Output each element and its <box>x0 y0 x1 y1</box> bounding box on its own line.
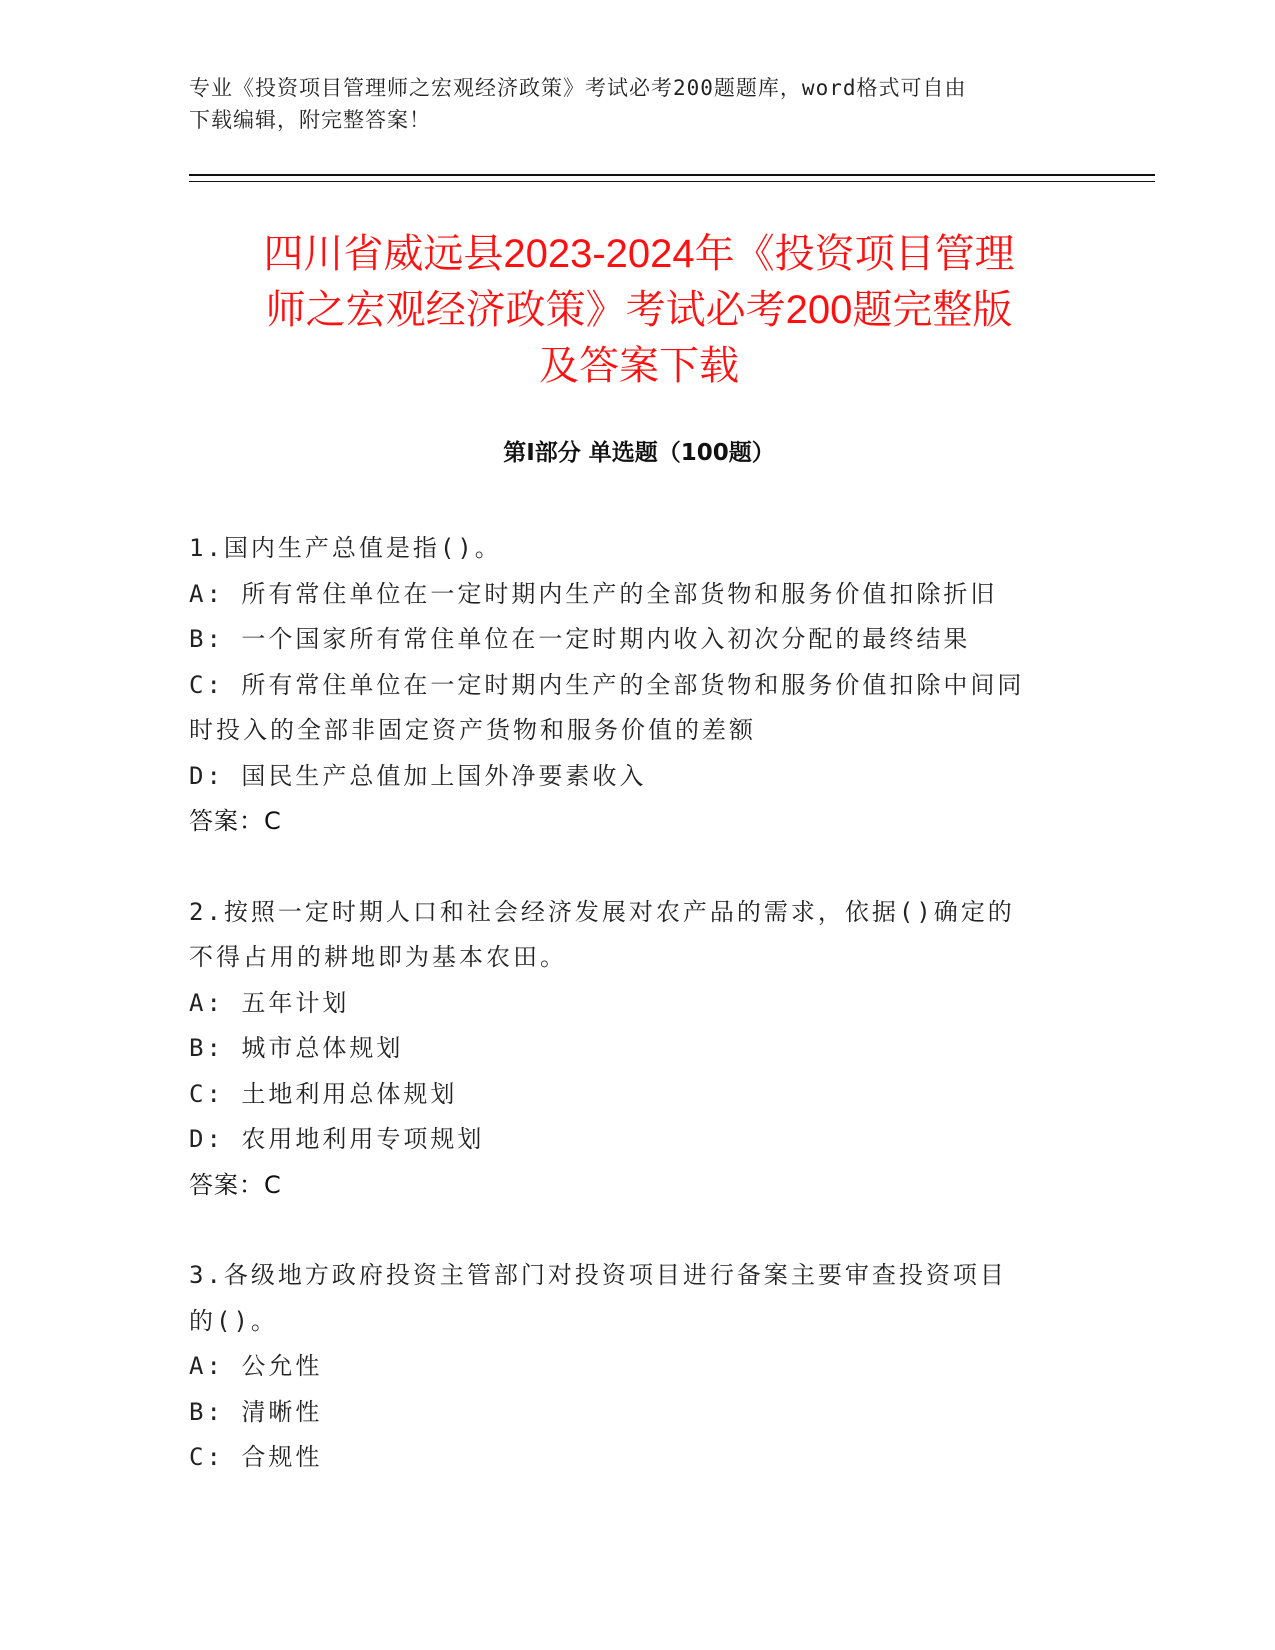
option-b <box>189 617 1089 663</box>
question-list <box>189 526 1089 1526</box>
header-divider-thin <box>189 181 1155 182</box>
option-a <box>189 981 1089 1027</box>
option-text: A: 公允性 <box>189 1352 323 1380</box>
option-text: B: 清晰性 <box>189 1397 323 1426</box>
option-text: B: 一个国家所有常住单位在一定时期内收入初次分配的最终结果 <box>189 625 971 653</box>
option-b <box>189 1390 1089 1436</box>
option-c <box>189 1435 1089 1481</box>
option-a <box>189 1344 1089 1390</box>
option-c <box>189 663 1089 754</box>
option-d <box>189 754 1089 800</box>
option-text-continued: 时投入的全部非固定资产货物和服务价值的差额 <box>189 716 756 744</box>
question-2 <box>189 890 1089 1209</box>
question-3 <box>189 1253 1089 1481</box>
question-stem-line: 2.按照一定时期人口和社会经济发展对农产品的需求，依据()确定的 <box>189 897 1015 926</box>
option-text: D: 农用地利用专项规划 <box>189 1125 485 1153</box>
option-c <box>189 1072 1089 1118</box>
option-b <box>189 1026 1089 1072</box>
question-stem-line: 1.国内生产总值是指()。 <box>189 534 502 562</box>
question-stem-line: 3.各级地方政府投资主管部门对投资项目进行备案主要审查投资项目 <box>189 1261 1007 1289</box>
document-title <box>189 226 1089 394</box>
option-d <box>189 1117 1089 1163</box>
question-stem <box>189 526 1089 572</box>
section-title: 第Ⅰ部分 单选题（100题） <box>503 440 775 466</box>
answer: 答案：C <box>189 1170 282 1199</box>
header-note <box>189 72 1089 136</box>
option-text: B: 城市总体规划 <box>189 1034 404 1062</box>
header-note-line: 专业《投资项目管理师之宏观经济政策》考试必考200题题库，word格式可自由 <box>189 76 967 100</box>
option-text: C: 土地利用总体规划 <box>189 1079 458 1108</box>
question-1 <box>189 526 1089 845</box>
option-text: C: 所有常住单位在一定时期内生产的全部货物和服务价值扣除中间同 <box>189 670 1025 699</box>
question-stem-line: 的()。 <box>189 1306 278 1335</box>
question-stem-line: 不得占用的耕地即为基本农田。 <box>189 943 567 971</box>
question-stem <box>189 890 1089 981</box>
answer: 答案：C <box>189 807 282 835</box>
document-title-line: 师之宏观经济政策》考试必考200题完整版 <box>265 288 1013 332</box>
question-stem <box>189 1253 1089 1344</box>
document-title-line: 四川省威远县2023-2024年《投资项目管理 <box>263 232 1015 276</box>
header-note-line: 下载编辑，附完整答案！ <box>189 108 431 132</box>
option-text: D: 国民生产总值加上国外净要素收入 <box>189 761 647 790</box>
document-title-line: 及答案下载 <box>539 344 739 388</box>
option-text: A: 五年计划 <box>189 988 350 1017</box>
header-divider-thick <box>189 174 1155 176</box>
option-text: A: 所有常住单位在一定时期内生产的全部货物和服务价值扣除折旧 <box>189 579 998 608</box>
option-a <box>189 572 1089 618</box>
option-text: C: 合规性 <box>189 1443 323 1471</box>
